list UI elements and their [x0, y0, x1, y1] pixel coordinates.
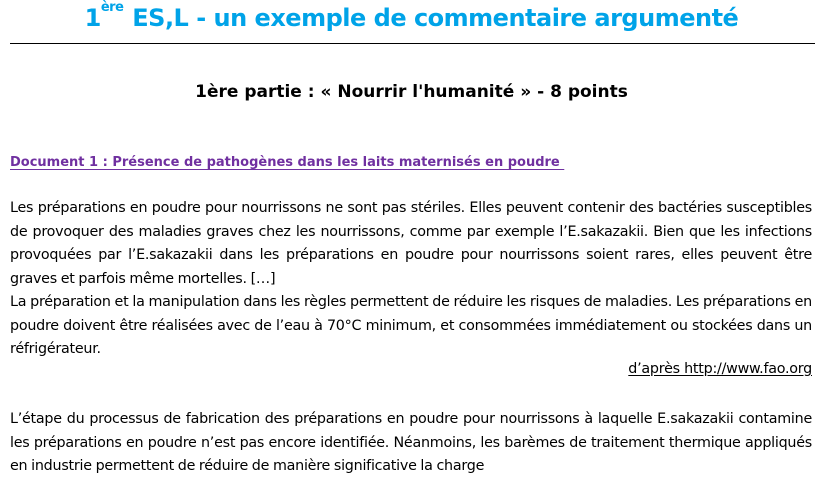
part-heading: 1ère partie : « Nourrir l'humanité » - 8 points: [195, 82, 628, 102]
page-title: [0, 0, 823, 32]
title-divider: [10, 43, 815, 44]
source-citation: d’après http://www.fao.org: [628, 361, 812, 377]
document-paragraph-2: La préparation et la manipulation dans les règles permettent de réduire les risques de maladies. Les préparations en poudre doivent être réalisées avec de l’eau à 70°C minimum, et consommées immédiatement ou stockées dans un réfrigérateur.: [10, 294, 812, 357]
title-text: ES,L - un exemple de commentaire argumenté: [124, 4, 739, 32]
document-paragraph-1: Les préparations en poudre pour nourrissons ne sont pas stériles. Elles peuvent contenir des bactéries susceptibles de provoquer des maladies graves chez les nourrissons, comme par exemple l’E.sakazakii. Bien que les infections provoquées par l’E.sakazakii dans les préparations en poudre pour nourrissons soient rares, elles peuvent être graves et parfois même mortelles. […]: [10, 200, 812, 287]
grade-suffix: ère: [100, 0, 124, 15]
document-heading-text: Document 1 : Présence de pathogènes dans les laits maternisés en poudre: [10, 155, 565, 170]
document-heading: [10, 155, 564, 170]
grade-number: 1: [84, 4, 101, 32]
document-paragraph-3: L’étape du processus de fabrication des préparations en poudre pour nourrissons à laquelle E.sakazakii contamine les préparations en poudre n’est pas encore identifiée. Néanmoins, les barèmes de traitement thermique appliqués en industrie permettent de réduire de manière significative la charge: [10, 411, 812, 474]
